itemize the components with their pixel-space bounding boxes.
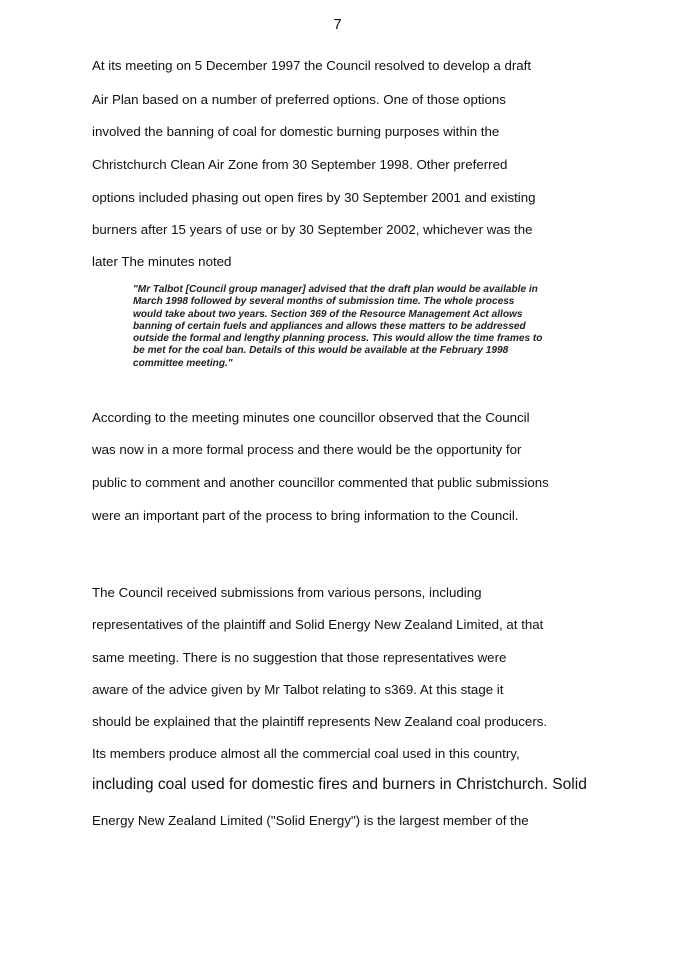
quote-line: committee meeting." bbox=[133, 357, 233, 369]
quote-line: "Mr Talbot [Council group manager] advised that the draft plan would be available in bbox=[133, 284, 538, 295]
body-text-line: burners after 15 years of use or by 30 September 2002, whichever was the bbox=[92, 222, 533, 237]
body-text-line: same meeting. There is no suggestion that those representatives were bbox=[92, 650, 507, 665]
body-text-line: According to the meeting minutes one councillor observed that the Council bbox=[92, 410, 530, 425]
body-text-line: should be explained that the plaintiff represents New Zealand coal producers. bbox=[92, 714, 548, 729]
body-text-line: public to comment and another councillor commented that public submissions bbox=[92, 475, 549, 490]
body-text-line: Energy New Zealand Limited ("Solid Energy") is the largest member of the bbox=[92, 813, 529, 828]
body-text-line: Air Plan based on a number of preferred options. One of those options bbox=[92, 92, 506, 107]
body-text-line: representatives of the plaintiff and Solid Energy New Zealand Limited, at that bbox=[92, 617, 544, 632]
body-text-line: were an important part of the process to bring information to the Council. bbox=[92, 508, 519, 523]
quote-line: would take about two years. Section 369 of the Resource Management Act allows bbox=[133, 308, 523, 320]
quote-line: banning of certain fuels and appliances and allows these matters to be addressed bbox=[133, 320, 526, 332]
body-text-line: options included phasing out open fires by 30 September 2001 and existing bbox=[92, 190, 536, 205]
body-text-line: At its meeting on 5 December 1997 the Council resolved to develop a draft bbox=[92, 58, 532, 73]
page-number: 7 bbox=[333, 16, 342, 33]
body-text-line: Its members produce almost all the commercial coal used in this country, bbox=[92, 746, 520, 761]
body-text-line: later The minutes noted bbox=[92, 254, 232, 269]
body-text-line: Christchurch Clean Air Zone from 30 September 1998. Other preferred bbox=[92, 157, 508, 172]
body-text-line: including coal used for domestic fires and burners in Christchurch. Solid bbox=[92, 776, 587, 793]
body-text-line: The Council received submissions from various persons, including bbox=[92, 585, 482, 600]
body-text-line: was now in a more formal process and there would be the opportunity for bbox=[92, 442, 522, 457]
body-text-line: aware of the advice given by Mr Talbot relating to s369. At this stage it bbox=[92, 682, 504, 697]
quote-line: be met for the coal ban. Details of this would be available at the February 1998 bbox=[133, 345, 509, 357]
quote-line: March 1998 followed by several months of submission time. The whole process bbox=[133, 296, 515, 308]
block-quote bbox=[133, 284, 573, 370]
quote-line: outside the formal and lengthy planning process. This would allow the time frames to bbox=[133, 333, 543, 345]
body-text-line: involved the banning of coal for domestic burning purposes within the bbox=[92, 124, 500, 139]
